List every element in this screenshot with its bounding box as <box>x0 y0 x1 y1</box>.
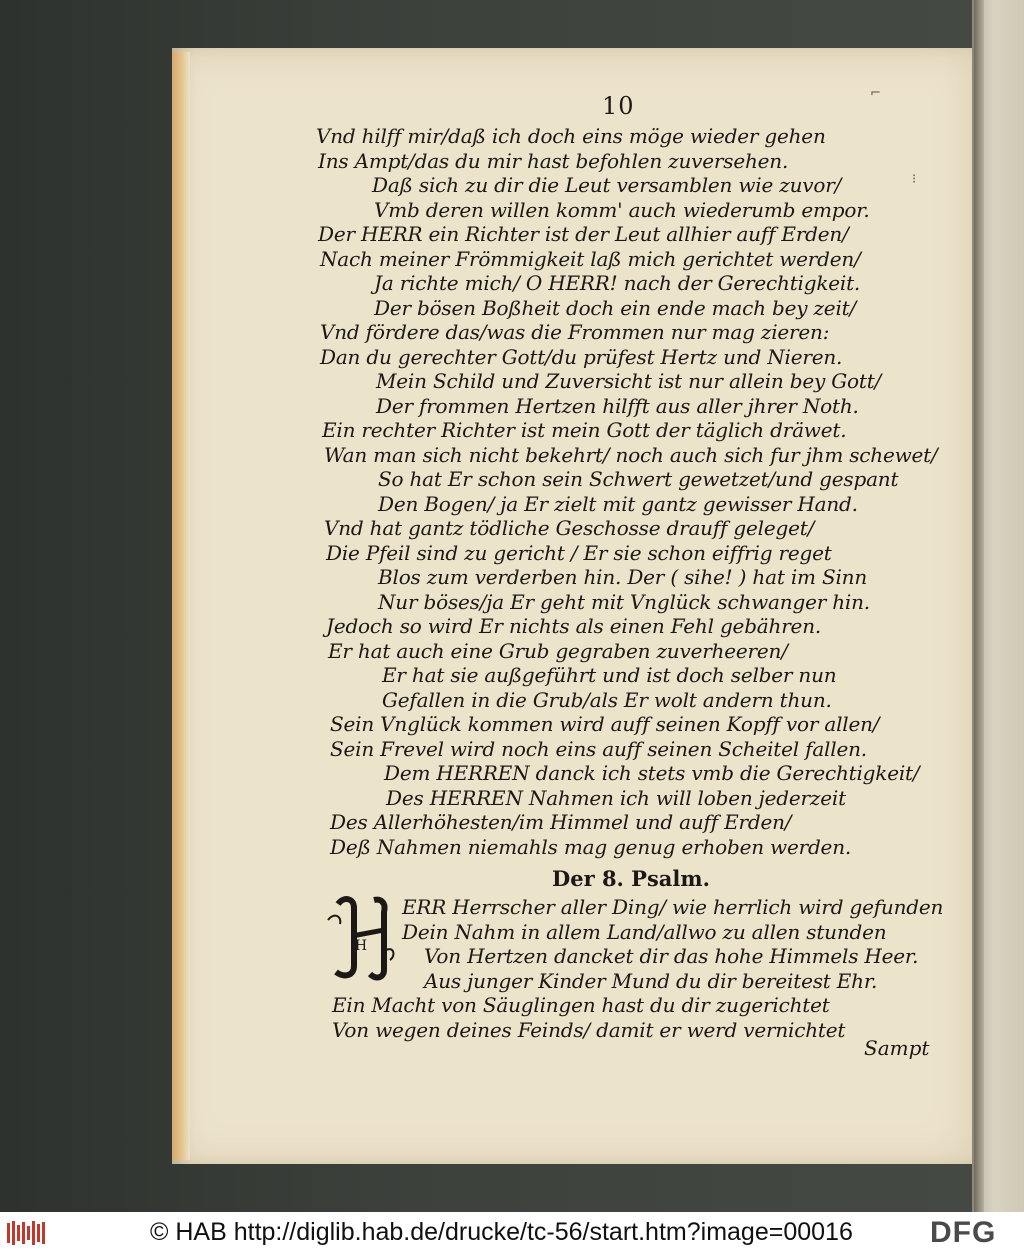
verse-line: Von Hertzen dancket dir das hohe Himmels Heer. <box>424 944 919 968</box>
footer-bar <box>0 1212 1024 1252</box>
verse-line: Vnd hat gantz tödliche Geschosse drauff geleget/ <box>324 516 815 540</box>
verse-line: Jedoch so wird Er nichts als einen Fehl gebähren. <box>326 614 822 638</box>
decorated-initial <box>324 890 398 982</box>
verse-line: ERR Herrscher aller Ding/ wie herrlich wird gefunden <box>402 895 944 919</box>
catchword: Sampt <box>864 1036 930 1060</box>
verse-line: Des Allerhöhesten/im Himmel und auff Erden/ <box>330 810 792 834</box>
verse-line: Wan man sich nicht bekehrt/ noch auch sich fur jhm schewet/ <box>324 443 938 467</box>
verse-line: Dem HERREN danck ich stets vmb die Gerechtigkeit/ <box>384 761 920 785</box>
psalm-heading: Der 8. Psalm. <box>552 866 710 891</box>
verse-line: Aus junger Kinder Mund du dir bereitest Ehr. <box>424 969 878 993</box>
verse-line: Die Pfeil sind zu gericht / Er sie schon eiffrig reget <box>326 541 832 565</box>
verse-line: Vmb deren willen komm' auch wiederumb empor. <box>374 198 870 222</box>
verse-line: Dein Nahm in allem Land/allwo zu allen stunden <box>402 920 887 944</box>
page-number: 10 <box>602 92 635 120</box>
verse-line: Ins Ampt/das du mir hast befohlen zuversehen. <box>318 149 789 173</box>
verse-line: Ja richte mich/ O HERR! nach der Gerechtigkeit. <box>374 271 861 295</box>
verse-line: Ein Macht von Säuglingen hast du dir zugerichtet <box>332 993 830 1017</box>
verse-line: Blos zum verderben hin. Der ( sihe! ) hat im Sinn <box>378 565 867 589</box>
corner-mark: ⌐ <box>870 86 881 101</box>
verse-line: Nach meiner Frömmigkeit laß mich gerichtet werden/ <box>320 247 861 271</box>
verse-line: So hat Er schon sein Schwert gewetzet/und gespant <box>378 467 899 491</box>
verse-line: Nur böses/ja Er geht mit Vnglück schwanger hin. <box>378 590 870 614</box>
verse-line: Sein Vnglück kommen wird auff seinen Kopff vor allen/ <box>330 712 880 736</box>
dfg-logo: DFG <box>930 1216 997 1249</box>
verse-line: Von wegen deines Feinds/ damit er werd vernichtet <box>332 1018 846 1042</box>
verse-line: Dan du gerechter Gott/du prüfest Hertz und Nieren. <box>320 345 843 369</box>
verse-line: Deß Nahmen niemahls mag genug erhoben werden. <box>330 835 852 859</box>
verse-line: Er hat auch eine Grub gegraben zuverheeren/ <box>328 639 788 663</box>
copyright-link[interactable]: © HAB http://diglib.hab.de/drucke/tc-56/start.htm?image=00016 <box>150 1218 853 1246</box>
verse-line: Ein rechter Richter ist mein Gott der täglich dräwet. <box>322 418 847 442</box>
verse-line: Sein Frevel wird noch eins auff seinen Scheitel fallen. <box>330 737 867 761</box>
svg-text:H: H <box>354 938 368 954</box>
verse-line: Der frommen Hertzen hilfft aus aller jhrer Noth. <box>376 394 859 418</box>
verse-line: Vnd hilff mir/daß ich doch eins möge wieder gehen <box>316 124 826 148</box>
verse-line: Mein Schild und Zuversicht ist nur allein bey Gott/ <box>376 369 882 393</box>
side-mark: ⁝ <box>912 172 917 187</box>
verse-line: Gefallen in die Grub/als Er wolt andern thun. <box>382 688 832 712</box>
verse-line: Er hat sie außgeführt und ist doch selber nun <box>382 663 837 687</box>
verse-line: Daß sich zu dir die Leut versamblen wie zuvor/ <box>372 173 842 197</box>
verse-line: Der HERR ein Richter ist der Leut allhier auff Erden/ <box>318 222 849 246</box>
verse-line: Des HERREN Nahmen ich will loben jederzeit <box>386 786 846 810</box>
verse-line: Der bösen Boßheit doch ein ende mach bey zeit/ <box>374 296 857 320</box>
verse-line: Den Bogen/ ja Er zielt mit gantz gewisser Hand. <box>378 492 858 516</box>
hab-logo-icon <box>6 1220 48 1246</box>
verse-line: Vnd fördere das/was die Frommen nur mag zieren: <box>320 320 830 344</box>
